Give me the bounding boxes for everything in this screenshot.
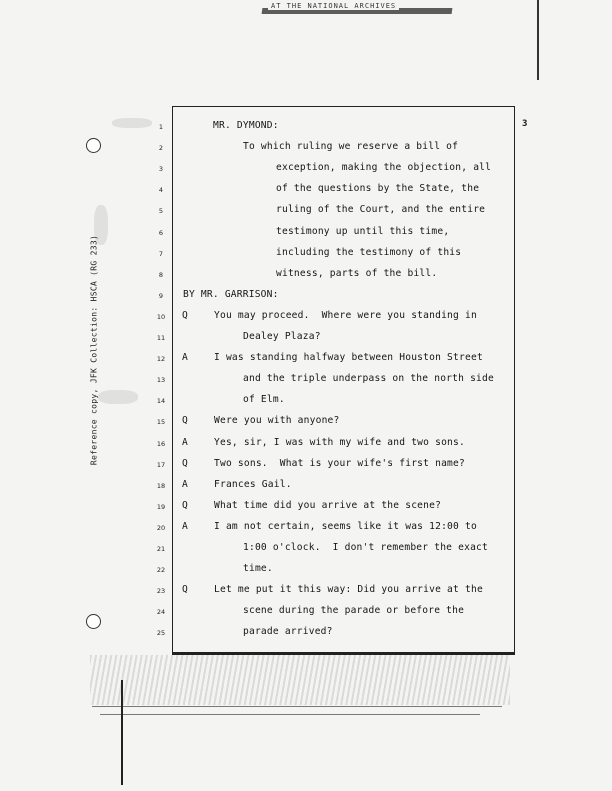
speaker-marker: Q (182, 309, 188, 321)
transcript-line: I was standing halfway between Houston Street (214, 352, 483, 364)
line-number: 12 (156, 355, 166, 364)
punch-hole-bottom (86, 614, 101, 629)
transcript-line: exception, making the objection, all (276, 162, 492, 174)
line-number: 8 (158, 270, 164, 279)
transcript-line: time. (243, 563, 273, 575)
scan-noise (90, 655, 510, 705)
line-number: 24 (156, 608, 166, 617)
line-number: 5 (158, 207, 164, 216)
line-number: 11 (156, 334, 166, 342)
page-number: 3 (522, 119, 528, 129)
speaker-marker: Q (182, 457, 188, 469)
transcript-line: What time did you arrive at the scene? (214, 499, 442, 511)
punch-hole-top (86, 138, 101, 153)
speaker-marker: A (182, 520, 188, 532)
line-number: 6 (158, 228, 164, 237)
scan-line (92, 706, 502, 707)
speaker-marker: A (182, 352, 188, 364)
transcript-line: 1:00 o'clock. I don't remember the exact (243, 542, 489, 553)
line-number: 14 (156, 397, 166, 406)
speaker-marker: Q (182, 415, 188, 427)
line-number: 18 (156, 481, 166, 490)
line-number: 1 (158, 123, 164, 131)
speaker-marker: A (182, 478, 188, 490)
speaker-marker: A (182, 436, 188, 448)
line-number: 3 (158, 165, 164, 174)
speaker-marker: Q (182, 499, 188, 511)
line-number: 25 (156, 629, 166, 638)
line-number: 7 (158, 249, 164, 258)
line-number: 4 (158, 186, 164, 195)
transcript-line: MR. DYMOND: (213, 120, 279, 131)
transcript-line: witness, parts of the bill. (276, 267, 438, 279)
transcript-line: Dealey Plaza? (243, 331, 321, 342)
line-number: 13 (156, 376, 166, 385)
transcript-line: Yes, sir, I was with my wife and two sons. (214, 436, 465, 448)
transcript-line: Were you with anyone? (214, 415, 340, 427)
line-number: 15 (156, 418, 166, 427)
archive-stamp-text: AT THE NATIONAL ARCHIVES (268, 2, 399, 10)
speaker-marker: Q (182, 584, 188, 596)
line-number: 20 (156, 523, 166, 532)
transcript-line: of the questions by the State, the (276, 183, 480, 195)
transcript-line: Let me put it this way: Did you arrive at the (214, 584, 483, 596)
transcript-line: You may proceed. Where were you standing in (214, 309, 477, 321)
scan-vertical-line (121, 680, 123, 785)
scan-smudge (94, 205, 108, 245)
transcript-line: scene during the parade or before the (243, 605, 465, 617)
scan-line (100, 714, 480, 715)
reference-copy-label: Reference copy, JFK Collection: HSCA (RG 233) (89, 234, 99, 466)
transcript-line: including the testimony of this (276, 246, 462, 258)
transcript-line: of Elm. (243, 394, 285, 406)
scan-smudge (98, 390, 138, 404)
transcript-line: parade arrived? (243, 626, 333, 638)
margin-mark (537, 0, 539, 80)
line-number: 23 (156, 587, 166, 596)
line-number: 22 (156, 566, 166, 575)
transcript-line: To which ruling we reserve a bill of (243, 141, 459, 153)
line-number: 10 (156, 312, 166, 321)
line-number: 19 (156, 502, 166, 511)
line-number: 21 (156, 545, 166, 553)
line-number: 2 (158, 144, 164, 153)
line-number: 16 (156, 439, 166, 448)
archive-stamp (268, 2, 446, 16)
transcript-line: ruling of the Court, and the entire (276, 204, 486, 216)
transcript-line: Frances Gail. (214, 478, 292, 490)
transcript-line: I am not certain, seems like it was 12:00 to (214, 520, 477, 532)
transcript-line: BY MR. GARRISON: (183, 288, 279, 300)
transcript-line: testimony up until this time, (276, 225, 450, 237)
line-number: 17 (156, 460, 166, 469)
transcript-line: and the triple underpass on the north side (243, 373, 494, 385)
transcript-line: Two sons. What is your wife's first name? (214, 457, 465, 469)
line-number: 9 (158, 291, 164, 300)
